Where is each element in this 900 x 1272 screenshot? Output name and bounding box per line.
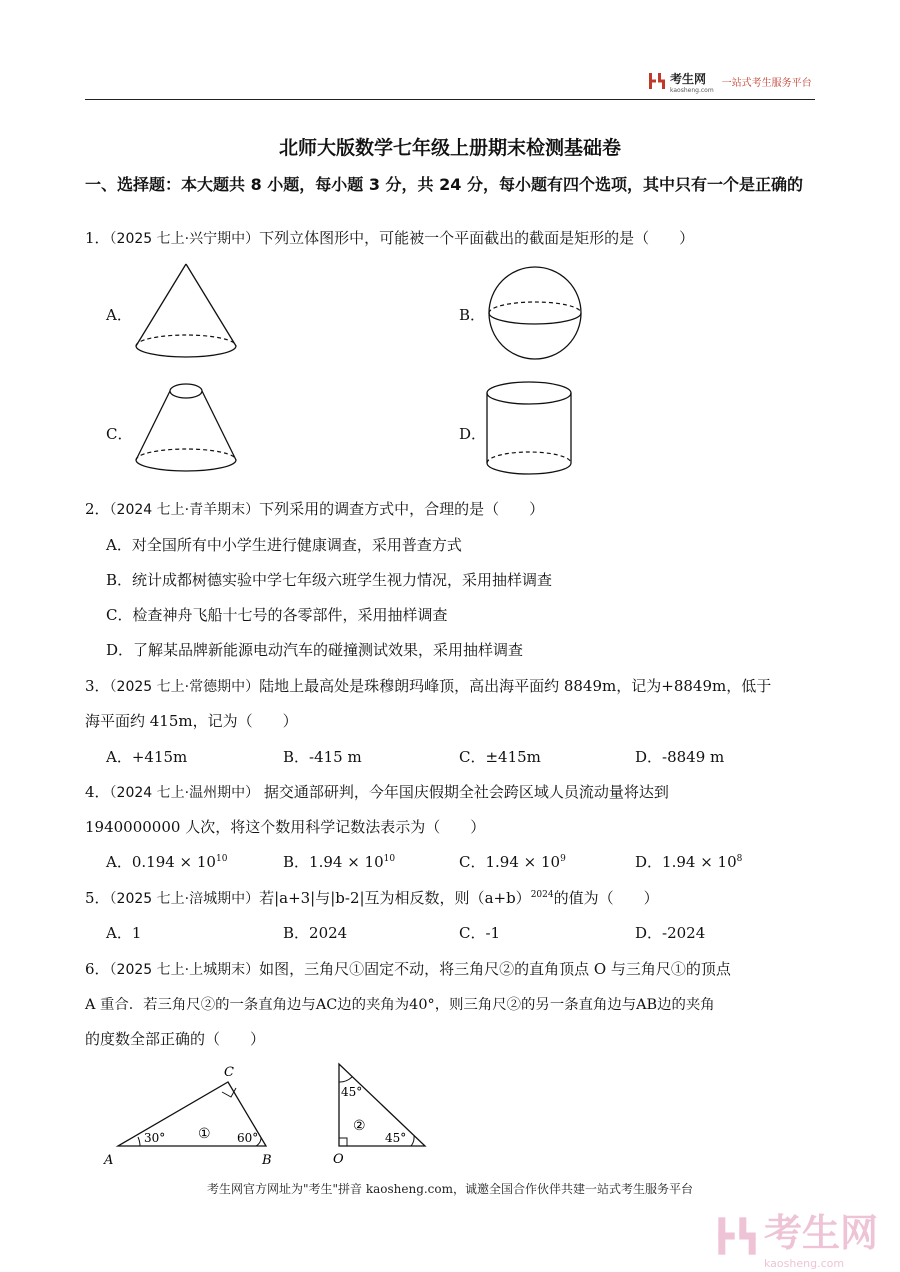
question-source: （2025 七上·上城期末） (109, 962, 260, 978)
question-2: 2．（2024 七上·青羊期末）下列采用的调查方式中，合理的是（ ） (85, 500, 545, 518)
vertex-c-label: C (224, 1065, 234, 1080)
angle-30-label: 30° (144, 1131, 166, 1145)
option-c: C．$1.94 \times 10^9$ (459, 853, 566, 871)
option-b-label: B． (459, 306, 486, 324)
option-a: A．1 (106, 924, 142, 942)
option-c: C．±415m (459, 748, 541, 766)
triangle-ruler-2-figure (325, 1058, 435, 1168)
question-6: 6．（2025 七上·上城期末）如图，三角尺①固定不动，将三角尺②的直角顶点 O 与三角尺①的顶点 (85, 960, 731, 978)
kaosheng-logo-icon (648, 72, 666, 90)
logo-domain: kaosheng.com (670, 87, 714, 94)
option-d: D．-2024 (635, 924, 706, 942)
option-b: B．-415 m (283, 748, 362, 766)
question-3-line-2: 海平面约 415m，记为（ ） (85, 712, 298, 730)
header-divider (85, 99, 815, 100)
frustum-figure (130, 380, 242, 484)
option-a: A．对全国所有中小学生进行健康调查，采用普查方式 (106, 536, 462, 554)
option-a-label: A． (106, 306, 132, 324)
option-c-label: C． (106, 425, 133, 443)
header-tagline: 一站式考生服务平台 (721, 77, 812, 89)
page-title: 北师大版数学七年级上册期末检测基础卷 (278, 137, 621, 159)
option-c: C．-1 (459, 924, 501, 942)
cone-figure (130, 260, 242, 364)
cylinder-figure (482, 378, 578, 484)
option-c: C．检查神舟飞船十七号的各零部件，采用抽样调查 (106, 606, 448, 624)
question-6-line-2: A 重合．若三角尺②的一条直角边与AC边的夹角为40°，则三角尺②的另一条直角边与AB边的夹角 (85, 997, 715, 1013)
watermark-logo-icon (716, 1213, 758, 1259)
question-5: 5．（2025 七上·涪城期中）若|a+3|与|b-2|互为相反数，则$(a+b)^{2024}$的值为（ ） (85, 889, 659, 907)
option-b: B．统计成都树德实验中学七年级六班学生视力情况，采用抽样调查 (106, 571, 553, 589)
question-4-line-2: 1940000000 人次，将这个数用科学记数法表示为（ ） (85, 818, 486, 836)
ruler-2-mark: ② (353, 1118, 366, 1134)
option-d-label: D． (459, 425, 487, 443)
option-b: B．$1.94 \times 10^{10}$ (283, 853, 396, 871)
question-source: （2025 七上·兴宁期中） (109, 231, 260, 247)
question-4: 4．（2024 七上·温州期中） 据交通部研判，今年国庆假期全社会跨区域人员流动量将达到 (85, 783, 669, 801)
option-a: A．$0.194 \times 10^{10}$ (106, 853, 228, 871)
question-6-line-3: 的度数全部正确的（ ） (85, 1030, 266, 1048)
question-source: （2025 七上·常德期中） (109, 679, 260, 695)
vertex-b-label: B (262, 1153, 272, 1168)
question-source: （2025 七上·涪城期中） (109, 891, 260, 907)
watermark-name: 考生网 (764, 1211, 879, 1255)
question-source: （2024 七上·温州期中） (109, 785, 260, 801)
header-logo (648, 70, 812, 92)
option-d: D．了解某品牌新能源电动汽车的碰撞测试效果，采用抽样调查 (106, 641, 524, 659)
section-heading: 一、选择题：本大题共 8 小题，每小题 3 分，共 24 分，每小题有四个选项，其中只有一个是正确的 (85, 175, 803, 194)
angle-60-label: 60° (237, 1131, 259, 1145)
question-1: 1．（2025 七上·兴宁期中）下列立体图形中，可能被一个平面截出的截面是矩形的是（ ） (85, 229, 695, 247)
sphere-figure (482, 266, 588, 362)
question-3: 3．（2025 七上·常德期中）陆地上最高处是珠穆朗玛峰顶，高出海平面约 8849m，记为+8849m，低于 (85, 677, 772, 695)
vertex-a-label: A (104, 1153, 114, 1168)
ruler-1-mark: ① (198, 1126, 211, 1142)
question-source: （2024 七上·青羊期末） (109, 502, 260, 518)
watermark (716, 1202, 878, 1270)
watermark-domain: kaosheng.com (764, 1257, 845, 1270)
option-a: A．+415m (106, 748, 188, 766)
page-footer: 考生网官方网址为"考生"拼音 kaosheng.com，诚邀全国合作伙伴共建一站式考生服务平台 (206, 1182, 694, 1196)
logo-name: 考生网 (670, 72, 707, 86)
angle-45-top-label: 45° (341, 1085, 363, 1099)
option-b: B．2024 (283, 924, 348, 942)
option-d: D．$1.94 \times 10^8$ (635, 853, 743, 871)
option-d: D．-8849 m (635, 748, 725, 766)
vertex-o-label: O (333, 1152, 344, 1167)
angle-45-right-label: 45° (385, 1131, 407, 1145)
triangle-ruler-1-figure (100, 1060, 280, 1170)
